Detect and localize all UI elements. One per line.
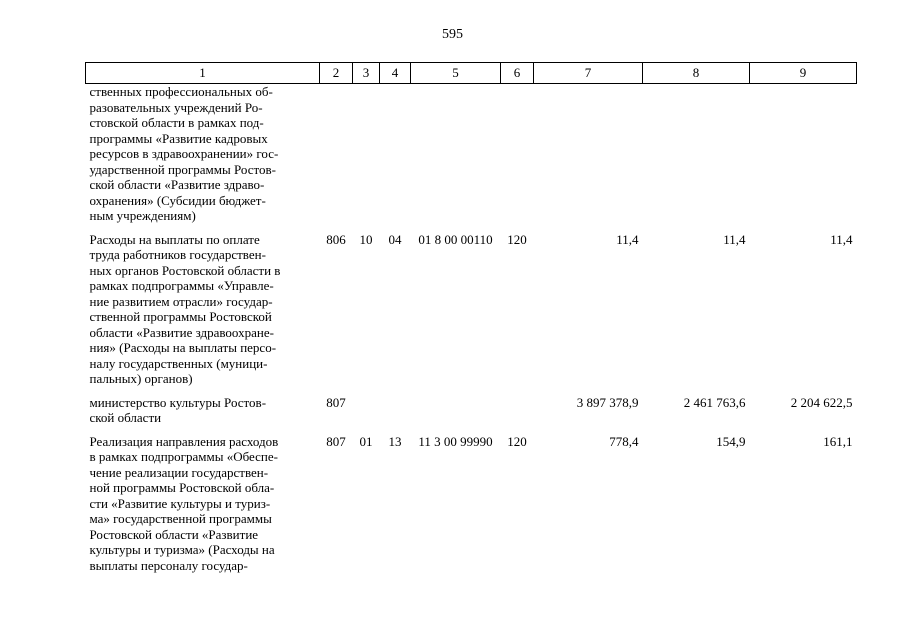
- table-row: [86, 434, 857, 582]
- column-header-1: 1: [86, 63, 320, 84]
- cell-section: [353, 395, 380, 434]
- row-description: [86, 395, 320, 434]
- description-line: культуры и туризма» (Расходы на: [89, 542, 275, 557]
- cell-target-article: 11 3 00 99990: [418, 433, 493, 449]
- cell-amount-9: 161,1: [823, 433, 853, 449]
- description-line: программы «Развитие кадровых: [89, 130, 268, 146]
- description-line: области «Развитие здравоохране-: [89, 324, 274, 340]
- cell-target-article: [411, 84, 501, 232]
- cell-amount-8: [643, 84, 750, 232]
- description-line: министерство культуры Ростов-: [89, 394, 267, 410]
- cell-ministry-code: 807: [326, 433, 346, 449]
- description-line: ской области: [89, 410, 162, 425]
- cell-subsection: [380, 84, 411, 232]
- cell-target-article: 01 8 00 00110: [418, 231, 493, 247]
- column-header-8: 8: [643, 63, 750, 84]
- description-line: сти «Развитие культуры и туриз-: [89, 495, 271, 511]
- table-row: [86, 84, 857, 232]
- column-header-9: 9: [750, 63, 857, 84]
- description-line: ственной программы Ростовской: [89, 309, 272, 324]
- cell-expense-type: [501, 84, 534, 232]
- description-line: Реализация направления расходов: [89, 433, 279, 449]
- page-number: 595: [442, 27, 463, 42]
- column-header-5: 5: [411, 63, 501, 84]
- description-line: ния» (Расходы на выплаты персо-: [89, 340, 277, 355]
- cell-target-article: [411, 395, 501, 434]
- cell-amount-7: 3 897 378,9: [576, 394, 639, 410]
- description-line: налу государственных (муници-: [89, 355, 268, 371]
- cell-amount-8: 154,9: [716, 433, 746, 449]
- cell-amount-7: [534, 84, 643, 232]
- cell-section: [353, 84, 380, 232]
- cell-amount-8: 2 461 763,6: [683, 394, 746, 410]
- header-row: [86, 63, 857, 84]
- column-header-6: 6: [501, 63, 534, 84]
- column-header-2: 2: [320, 63, 353, 84]
- description-line: ма» государственной программы: [89, 511, 272, 526]
- cell-subsection: [380, 395, 411, 434]
- cell-expense-type: 120: [507, 231, 527, 247]
- description-line: пальных) органов): [89, 371, 193, 386]
- column-header-7: 7: [534, 63, 643, 84]
- table-body: [86, 84, 857, 582]
- row-description: [86, 84, 320, 232]
- description-line: охранения» (Субсидии бюджет-: [89, 192, 266, 208]
- row-description: [86, 434, 320, 582]
- cell-amount-9: 2 204 622,5: [790, 394, 853, 410]
- description-line: ной программы Ростовской обла-: [89, 480, 275, 495]
- cell-subsection: 04: [388, 231, 402, 247]
- cell-amount-8: 11,4: [723, 231, 746, 247]
- description-line: Ростовской области «Развитие: [89, 526, 259, 542]
- description-line: стовской области в рамках под-: [89, 115, 264, 130]
- description-line: ресурсов в здравоохранении» гос-: [89, 146, 279, 161]
- cell-ministry-code: [320, 84, 353, 232]
- column-header-4: 4: [380, 63, 411, 84]
- cell-expense-type: [501, 395, 534, 434]
- row-description: [86, 232, 320, 395]
- table-row: [86, 395, 857, 434]
- cell-ministry-code: 806: [326, 231, 346, 247]
- cell-section: 01: [359, 433, 373, 449]
- description-line: чение реализации государствен-: [89, 464, 269, 480]
- description-line: выплаты персоналу государ-: [89, 557, 248, 573]
- description-line: ской области «Развитие здраво-: [89, 177, 265, 192]
- description-line: ственных профессиональных об-: [89, 84, 273, 99]
- cell-amount-9: 11,4: [830, 231, 853, 247]
- cell-subsection: 13: [388, 433, 402, 449]
- description-line: ударственной программы Ростов-: [89, 161, 276, 177]
- description-line: разовательных учреждений Ро-: [89, 99, 263, 115]
- description-line: в рамках подпрограммы «Обеспе-: [89, 449, 278, 464]
- column-header-3: 3: [353, 63, 380, 84]
- description-line: ных органов Ростовской области в: [89, 262, 281, 278]
- cell-amount-7: 778,4: [609, 433, 639, 449]
- cell-amount-7: 11,4: [616, 231, 639, 247]
- budget-table: [85, 62, 857, 581]
- description-line: ние развитием отрасли» государ-: [89, 293, 273, 309]
- description-line: труда работников государствен-: [89, 247, 266, 262]
- description-line: рамках подпрограммы «Управле-: [89, 278, 274, 293]
- cell-expense-type: 120: [507, 433, 527, 449]
- description-line: Расходы на выплаты по оплате: [89, 231, 260, 247]
- cell-ministry-code: 807: [326, 394, 346, 410]
- cell-section: 10: [359, 231, 373, 247]
- cell-amount-9: [750, 84, 857, 232]
- table-row: [86, 232, 857, 395]
- description-line: ным учреждениям): [89, 208, 196, 223]
